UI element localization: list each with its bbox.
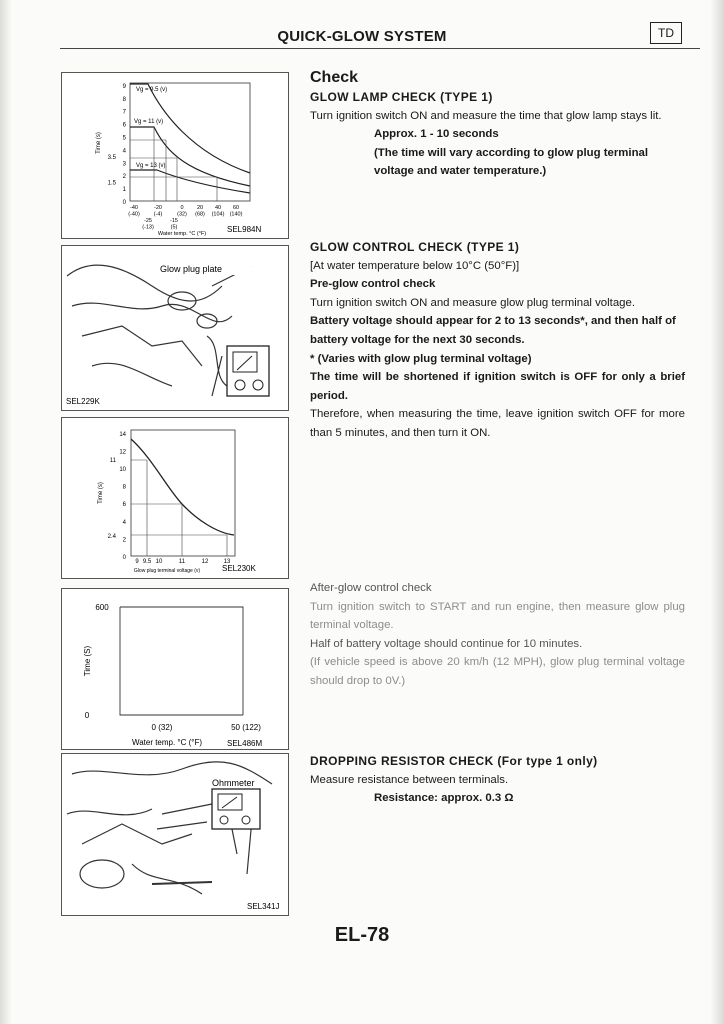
y-axis-label: Time (s): [96, 132, 102, 154]
y-tick-label: 7: [122, 109, 126, 116]
y-tick-label: 3: [122, 161, 126, 168]
x-tick-label: 9.5: [142, 559, 152, 565]
y-tick-label: 9: [122, 83, 126, 90]
shorten-note: The time will be shortened if ignition switch is OFF for only a brief period.: [310, 371, 685, 402]
page-number: EL-78: [334, 924, 390, 946]
x-axis-label: Water temp. °C (°F): [131, 738, 203, 747]
figure-code: SEL984N: [227, 225, 262, 234]
lamp-check-heading: GLOW LAMP CHECK (TYPE 1): [310, 90, 493, 104]
preglow-text: Turn ignition switch ON and measure glow plug terminal voltage.: [310, 296, 635, 309]
resistor-text: Measure resistance between terminals.: [310, 773, 509, 786]
lamp-check-note: (The time will vary according to glow plug terminal voltage and water temperature.): [374, 146, 649, 178]
resistor-heading: DROPPING RESISTOR CHECK (For type 1 only): [310, 754, 598, 768]
figure-code: SEL230K: [222, 564, 256, 573]
x-tick-label: -20: [154, 205, 162, 211]
curve-label: Vg = 11 (v): [134, 119, 164, 125]
x-tick-label: (-13): [142, 224, 154, 231]
y-tick-label: 8: [122, 96, 126, 103]
x-axis-label: Water temp. °C (°F): [157, 231, 207, 237]
y-axis-label: Time (s): [98, 482, 104, 504]
x-tick-label: (32): [177, 211, 187, 218]
x-tick-label: 9: [135, 559, 139, 565]
figure-code: SEL341J: [247, 902, 280, 911]
page-title: QUICK-GLOW SYSTEM: [277, 28, 447, 45]
x-tick-label: 13: [223, 559, 231, 565]
curve-label: Vg = 9.5 (v): [136, 87, 168, 93]
figure-dropping-resistor: [61, 753, 289, 916]
y-tick-label: 600: [95, 603, 109, 612]
x-tick-label: 60: [232, 205, 240, 211]
afterglow-note: (If vehicle speed is above 20 km/h (12 MPH), glow plug terminal voltage should drop to 0V.): [310, 656, 685, 687]
header-divider: [60, 48, 700, 49]
x-tick-label: 40: [214, 205, 222, 211]
x-tick-label: -15: [170, 218, 178, 224]
scan-edge-left: [0, 0, 12, 1024]
y-tick-label: 1.5: [107, 180, 116, 187]
glow-lamp-time-chart: [62, 73, 288, 238]
reference-lines: [131, 460, 227, 556]
x-tick-label: -40: [130, 205, 138, 211]
x-tick-label: (140): [229, 211, 243, 218]
scan-edge-right: [710, 0, 724, 1024]
afterglow-bold: Half of battery voltage should continue for 10 minutes.: [310, 637, 583, 650]
control-check-heading: GLOW CONTROL CHECK (TYPE 1): [310, 240, 520, 254]
lamp-check-spec: Approx. 1 - 10 seconds: [374, 128, 499, 141]
lamp-check-text: Turn ignition switch ON and measure the time that glow lamp stays lit.: [310, 109, 662, 122]
y-tick-label: 0: [84, 711, 90, 720]
y-tick-label: 10: [119, 467, 126, 473]
y-tick-label: 11: [109, 458, 116, 465]
callout-label: Glow plug plate: [160, 264, 223, 274]
x-tick-label: (104): [211, 211, 225, 218]
x-tick-label: 0: [180, 205, 184, 211]
after-glow-time-chart: [62, 589, 288, 749]
y-tick-label: 8: [122, 484, 126, 491]
y-tick-label: 4: [122, 148, 126, 155]
control-condition: [At water temperature below 10°C (50°F)]: [310, 259, 520, 272]
x-axis-label: Glow plug terminal voltage (v): [133, 568, 201, 574]
y-tick-label: 0: [122, 200, 126, 206]
y-tick-label: 14: [119, 431, 126, 438]
x-tick-label: (-40): [128, 211, 140, 218]
figure-voltage-time-chart: [61, 417, 289, 579]
resistor-illustration-ohmmeter: [62, 754, 288, 915]
engine-illustration-voltmeter: [62, 246, 288, 410]
figure-glow-plug-plate: [61, 245, 289, 411]
resistor-section: [310, 752, 685, 808]
glow-control-section: [310, 238, 685, 443]
x-tick-label: 0 (32): [151, 723, 173, 732]
resistor-spec: Resistance: approx. 0.3 Ω: [374, 792, 514, 805]
figure-code: SEL486M: [227, 739, 263, 748]
glow-voltage-time-chart: [62, 418, 288, 578]
afterglow-text: Turn ignition switch to START and run engine, then measure glow plug terminal voltage.: [310, 600, 685, 632]
afterglow-title: After-glow control check: [310, 582, 432, 594]
preglow-bold: Battery voltage should appear for 2 to 13 seconds*, and then half of battery voltage for the next 30 seconds.: [310, 315, 676, 346]
voltage-time-curve: [131, 439, 234, 535]
figure-code: SEL229K: [66, 397, 100, 406]
preglow-footnote: * (Varies with glow plug terminal voltage): [310, 352, 532, 365]
y-tick-label: 12: [119, 449, 126, 456]
preglow-title: Pre-glow control check: [310, 278, 436, 291]
plot-lines: [120, 607, 243, 715]
ohmmeter: [212, 789, 260, 829]
check-heading: Check: [310, 69, 359, 86]
y-tick-label: 3.5: [107, 154, 116, 161]
engine-badge: TD: [650, 22, 682, 44]
y-tick-label: 6: [122, 502, 126, 509]
figure-after-glow-chart: [61, 588, 289, 750]
y-axis-label: Time (S): [83, 645, 92, 677]
y-tick-label: 6: [122, 122, 126, 129]
curve-label: Vg = 13 (v): [136, 163, 166, 169]
x-tick-label: 11: [178, 559, 186, 565]
afterglow-section: [310, 579, 685, 691]
x-tick-label: 12: [201, 559, 209, 565]
x-tick-label: 20: [196, 205, 204, 211]
y-tick-label: 5: [122, 135, 126, 142]
y-tick-label: 1: [122, 187, 126, 194]
glow-lamp-section: [310, 68, 685, 181]
curve-vg-9-5: [130, 84, 250, 173]
plot-frame: [131, 430, 235, 556]
x-tick-label: (68): [195, 211, 205, 218]
callout-label: Ohmmeter: [212, 778, 255, 788]
y-tick-label: 2: [122, 174, 126, 181]
x-tick-label: -25: [144, 218, 152, 224]
y-tick-label: 4: [122, 519, 126, 526]
x-tick-label: 10: [155, 559, 163, 565]
y-tick-label: 0: [122, 555, 126, 561]
y-tick-label: 2: [122, 537, 126, 544]
plot-frame: [130, 83, 250, 201]
probe-lead: [152, 882, 212, 884]
x-tick-label: (5): [170, 224, 178, 231]
x-tick-label: 50 (122): [231, 723, 261, 732]
x-tick-label: (-4): [153, 211, 163, 218]
therefore-note: Therefore, when measuring the time, leave ignition switch OFF for more than 5 minutes, and then turn it ON.: [310, 408, 685, 439]
figure-glow-lamp-chart: [61, 72, 289, 239]
y-tick-label: 2.4: [107, 533, 116, 540]
